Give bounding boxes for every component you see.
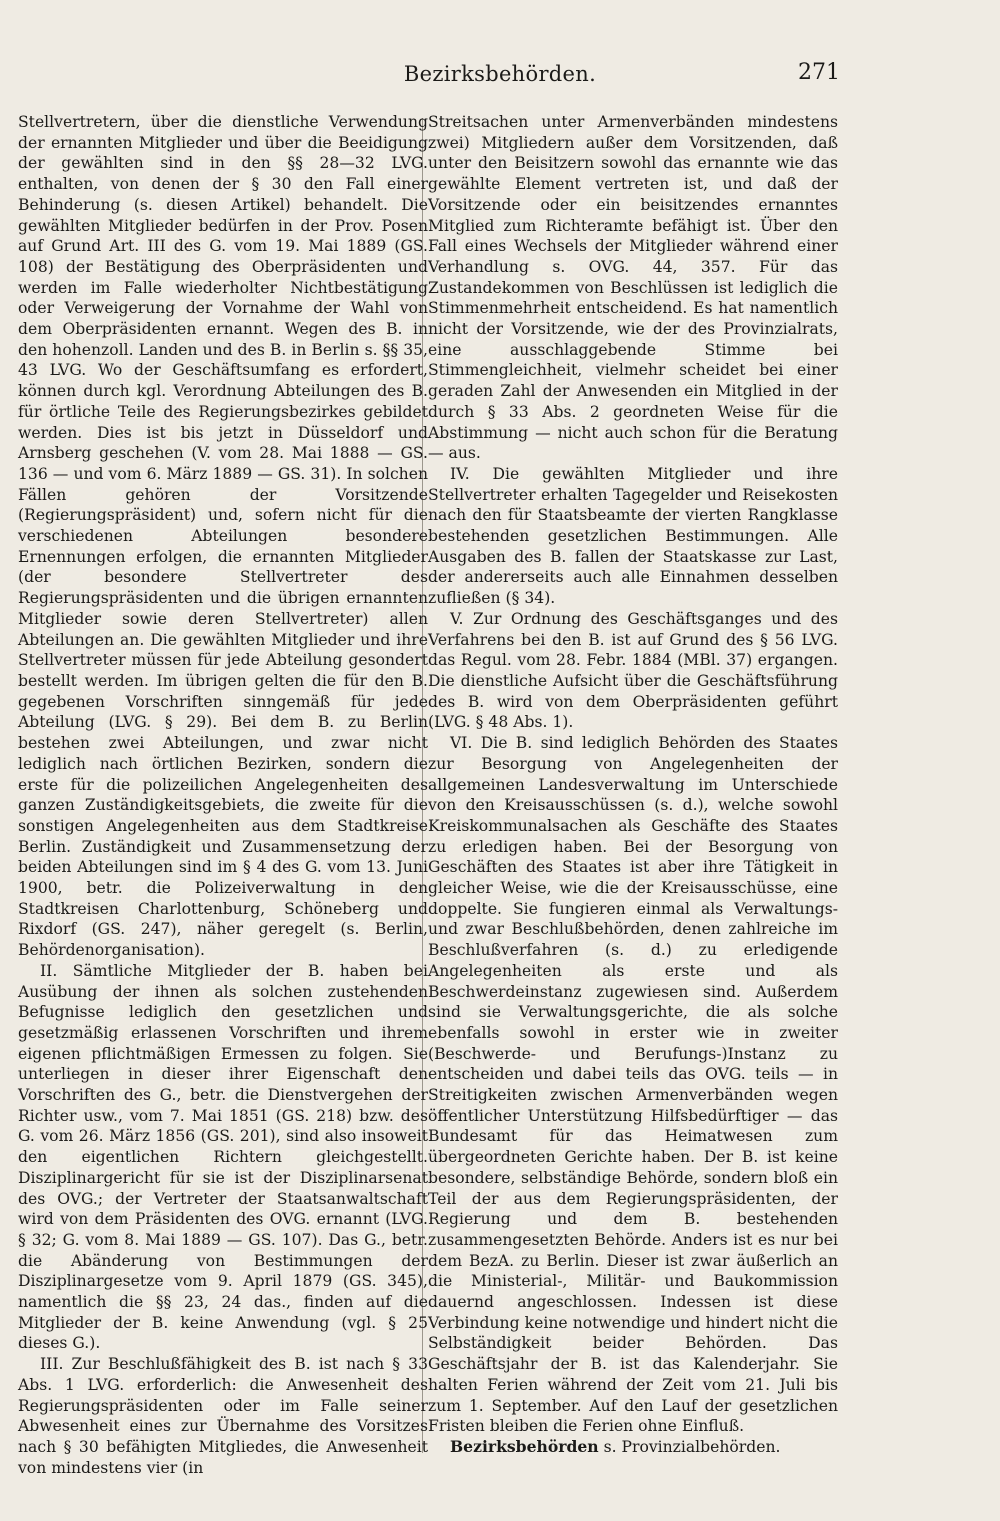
page-number: 271 [798, 60, 840, 85]
cross-reference-entry [428, 1437, 838, 1458]
entry-reference: s. Provinzialbehörden. [598, 1438, 781, 1456]
page-title: Bezirksbehörden. [403, 62, 597, 86]
paragraph-section-v: V. Zur Ordnung des Geschäftsganges und des Verfahrens bei den B. ist auf Grund des § 56 LVG. das Regul. vom 28. Febr. 1884 (MBl. 37) ergangen. Die dienstliche Aufsicht über die Geschäftsführung des B. wird von dem Oberpräsidenten geführt (LVG. § 48 Abs. 1). [428, 609, 838, 732]
paragraph-section-vi: VI. Die B. sind lediglich Behörden des Staates zur Besorgung von Angelegenheiten der allgemeinen Landesverwaltung im Unterschiede von den Kreisausschüssen (s. d.), welche sowohl Kreiskommunalsachen als Geschäfte des Staates zu erledigen haben. Bei der Besorgung von Geschäften des Staates ist aber ihre Tätigkeit in gleicher Weise, wie die der Kreisausschüsse, eine doppelte. Sie fungieren einmal als Verwaltungs- und zwar Beschlußbehörden, denen zahlreiche im Beschlußverfahren (s. d.) zu erledigende Angelegenheiten als erste und als Beschwerdeinstanz zugewiesen sind. Außerdem sind sie Verwaltungsgerichte, die als solche ebenfalls sowohl in erster wie in zweiter (Beschwerde- und Berufungs-)Instanz zu entscheiden und dabei teils das OVG. teils — in Streitigkeiten zwischen Armenverbänden wegen öffentlicher Unterstützung Hilfsbedürftiger — das Bundesamt für das Heimatwesen zum übergeordneten Gerichte haben. Der B. ist keine besondere, selbständige Behörde, sondern bloß ein Teil der aus dem Regierungspräsidenten, der Regierung und dem B. bestehenden zusammengesetzten Behörde. Anders ist es nur bei dem BezA. zu Berlin. Dieser ist zwar äußerlich an die Ministerial-, Militär- und Baukommission dauernd angeschlossen. Indessen ist diese Verbindung keine notwendige und hindert nicht die Selbständigkeit beider Behörden. Das Geschäftsjahr der B. ist das Kalenderjahr. Sie halten Ferien während der Zeit vom 21. Juli bis zum 1. September. Auf den Lauf der gesetzlichen Fristen bleiben die Ferien ohne Einfluß. [428, 734, 838, 1436]
paragraph-section-ii: II. Sämtliche Mitglieder der B. haben bei Ausübung der ihnen als solchen zustehenden Befugnisse lediglich den gesetzlichen und gesetzmäßig erlassenen Vorschriften und ihrem eigenen pflichtmäßigen Ermessen zu folgen. Sie unterliegen in dieser ihrer Eigenschaft den Vorschriften des G., betr. die Dienstvergehen der Richter usw., vom 7. Mai 1851 (GS. 218) bzw. des G. vom 26. März 1856 (GS. 201), sind also insoweit den eigentlichen Richtern gleichgestellt. Disziplinargericht für sie ist der Disziplinarsenat des OVG.; der Vertreter der Staatsanwaltschaft wird von dem Präsidenten des OVG. ernannt (LVG. § 32; G. vom 8. Mai 1889 — GS. 107). Das G., betr. die Abänderung von Bestimmungen der Disziplinargesetze vom 9. April 1879 (GS. 345), namentlich die §§ 23, 24 das., finden auf die Mitglieder der B. keine Anwendung (vgl. § 25 dieses G.). [18, 961, 428, 1353]
right-column [428, 112, 838, 1458]
running-head [0, 58, 1000, 94]
paragraph-continued-right: Streitsachen unter Armenverbänden mindestens zwei) Mitgliedern außer dem Vorsitzenden, daß unter den Beisitzern sowohl das ernannte wie das gewählte Element vertreten ist, und daß der Vorsitzende oder ein beisitzendes ernanntes Mitglied zum Richteramte befähigt ist. Über den Fall eines Wechsels der Mitglieder während einer Verhandlung s. OVG. 44, 357. Für das Zustandekommen von Beschlüssen ist lediglich die Stimmenmehrheit entscheidend. Es hat namentlich nicht der Vorsitzende, wie der des Provinzialrats, eine ausschlaggebende Stimme bei Stimmengleichheit, vielmehr scheidet bei einer geraden Zahl der Anwesenden ein Mitglied in der durch § 33 Abs. 2 geordneten Weise für die Abstimmung — nicht auch schon für die Beratung — aus. [428, 113, 838, 463]
paragraph-section-iii: III. Zur Beschlußfähigkeit des B. ist nach § 33 Abs. 1 LVG. erforderlich: die Anwesenheit des Regierungspräsidenten oder im Falle seiner Abwesenheit eines zur Übernahme des Vorsitzes nach § 30 befähigten Mitgliedes, die Anwesenheit von mindestens vier (in [18, 1355, 428, 1477]
left-column [18, 112, 428, 1478]
entry-headword: Bezirksbehörden [450, 1437, 599, 1456]
paragraph-continued: Stellvertretern, über die dienstliche Verwendung der ernannten Mitglieder und über die Beeidigung der gewählten sind in den §§ 28—32 LVG. enthalten, von denen der § 30 den Fall einer Behinderung (s. diesen Artikel) behandelt. Die gewählten Mitglieder bedürfen in der Prov. Posen auf Grund Art. III des G. vom 19. Mai 1889 (GS. 108) der Bestätigung des Oberpräsidenten und werden im Falle wiederholter Nichtbestätigung oder Verweigerung der Vornahme der Wahl von dem Oberpräsidenten ernannt. Wegen des B. in den hohenzoll. Landen und des B. in Berlin s. §§ 35, 43 LVG. Wo der Geschäftsumfang es erfordert, können durch kgl. Verordnung Abteilungen des B. für örtliche Teile des Regierungsbezirkes gebildet werden. Dies ist bis jetzt in Düsseldorf und Arnsberg geschehen (V. vom 28. Mai 1888 — GS. 136 — und vom 6. März 1889 — GS. 31). In solchen Fällen gehören der Vorsitzende (Regierungspräsident) und, sofern nicht für die verschiedenen Abteilungen besondere Ernennungen erfolgen, die ernannten Mitglieder (der besondere Stellvertreter des Regierungspräsidenten und die übrigen ernannten Mitglieder sowie deren Stellvertreter) allen Abteilungen an. Die gewählten Mitglieder und ihre Stellvertreter müssen für jede Abteilung gesondert bestellt werden. Im übrigen gelten die für den B. gegebenen Vorschriften sinngemäß für jede Abteilung (LVG. § 29). Bei dem B. zu Berlin bestehen zwei Abteilungen, und zwar nicht lediglich nach örtlichen Bezirken, sondern die erste für die polizeilichen Angelegenheiten des ganzen Zuständigkeitsgebiets, die zweite für die sonstigen Angelegenheiten aus dem Stadtkreise Berlin. Zuständigkeit und Zusammensetzung der beiden Abteilungen sind im § 4 des G. vom 13. Juni 1900, betr. die Polizeiverwaltung in den Stadtkreisen Charlottenburg, Schöneberg und Rixdorf (GS. 247), näher geregelt (s. Berlin, Behördenorganisation). [18, 113, 428, 960]
paragraph-section-iv: IV. Die gewählten Mitglieder und ihre Stellvertreter erhalten Tagegelder und Reisekosten nach den für Staatsbeamte der vierten Rangklasse bestehenden gesetzlichen Bestimmungen. Alle Ausgaben des B. fallen der Staatskasse zur Last, der andererseits auch alle Einnahmen desselben zufließen (§ 34). [428, 464, 838, 608]
